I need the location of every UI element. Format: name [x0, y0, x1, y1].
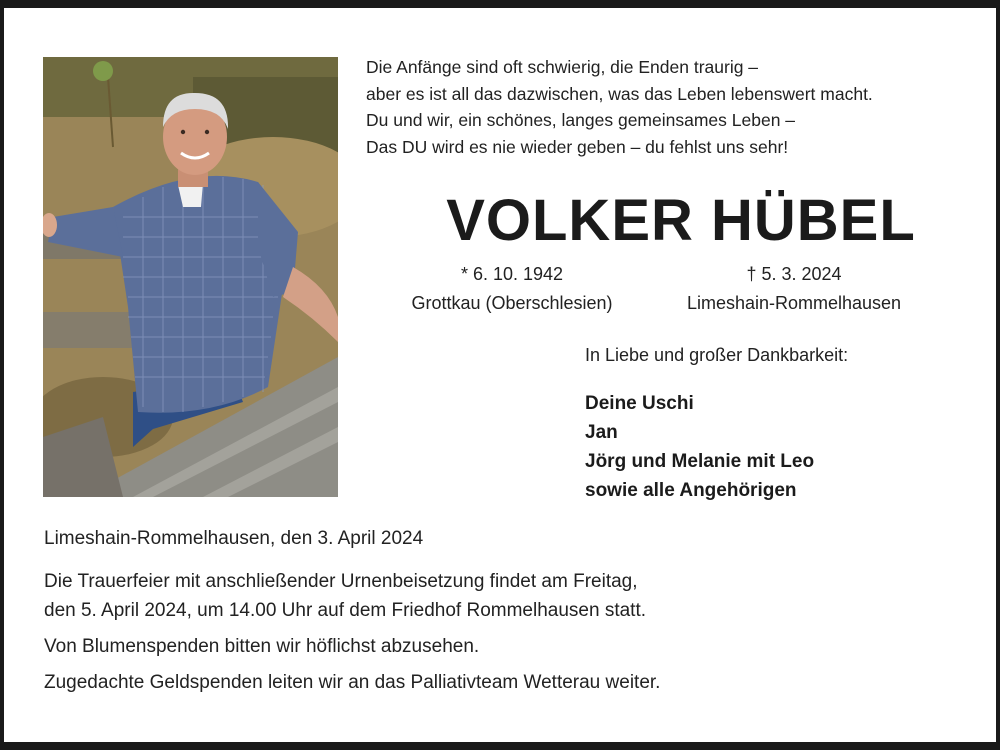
poem-line: Du und wir, ein schönes, langes gemeinsames Leben –	[366, 110, 796, 130]
deceased-name	[366, 186, 996, 256]
ceremony-line: Die Trauerfeier mit anschließender Urnenbeisetzung findet am Freitag,	[44, 571, 638, 592]
mourner: Jan	[585, 422, 618, 443]
death-info	[668, 260, 920, 318]
flowers-notice	[44, 632, 660, 661]
death-date: † 5. 3. 2024	[746, 264, 842, 284]
thanks-line: In Liebe und großer Dankbarkeit:	[585, 345, 849, 365]
birth-place: Grottkau (Oberschlesien)	[411, 293, 613, 313]
flowers-line: Von Blumenspenden bitten wir höflichst abzusehen.	[44, 636, 480, 657]
death-place: Limeshain-Rommelhausen	[686, 293, 902, 313]
donations-line: Zugedachte Geldspenden leiten wir an das Palliativteam Wetterau weiter.	[44, 672, 661, 693]
mourner: Jörg und Melanie mit Leo	[585, 451, 815, 472]
poem-line: Die Anfänge sind oft schwierig, die Enden traurig –	[366, 57, 759, 77]
donations-notice	[44, 668, 660, 697]
ceremony-line: den 5. April 2024, um 14.00 Uhr auf dem Friedhof Rommelhausen statt.	[44, 600, 646, 621]
mourner: Deine Uschi	[585, 393, 694, 414]
portrait-photo	[43, 57, 338, 497]
ceremony-notice	[44, 567, 660, 625]
birth-date: * 6. 10. 1942	[460, 264, 564, 284]
mourner: sowie alle Angehörigen	[585, 480, 797, 501]
poem-line: Das DU wird es nie wieder geben – du fehlst uns sehr!	[366, 136, 789, 157]
mourners-list	[585, 389, 814, 505]
poem	[366, 54, 966, 160]
notices	[44, 567, 660, 704]
birth-info	[392, 260, 632, 318]
deceased-name-text: VOLKER HÜBEL	[446, 188, 916, 253]
place-date: Limeshain-Rommelhausen, den 3. April 2024	[44, 528, 424, 549]
poem-line: aber es ist all das dazwischen, was das Leben lebenswert macht.	[366, 83, 873, 104]
